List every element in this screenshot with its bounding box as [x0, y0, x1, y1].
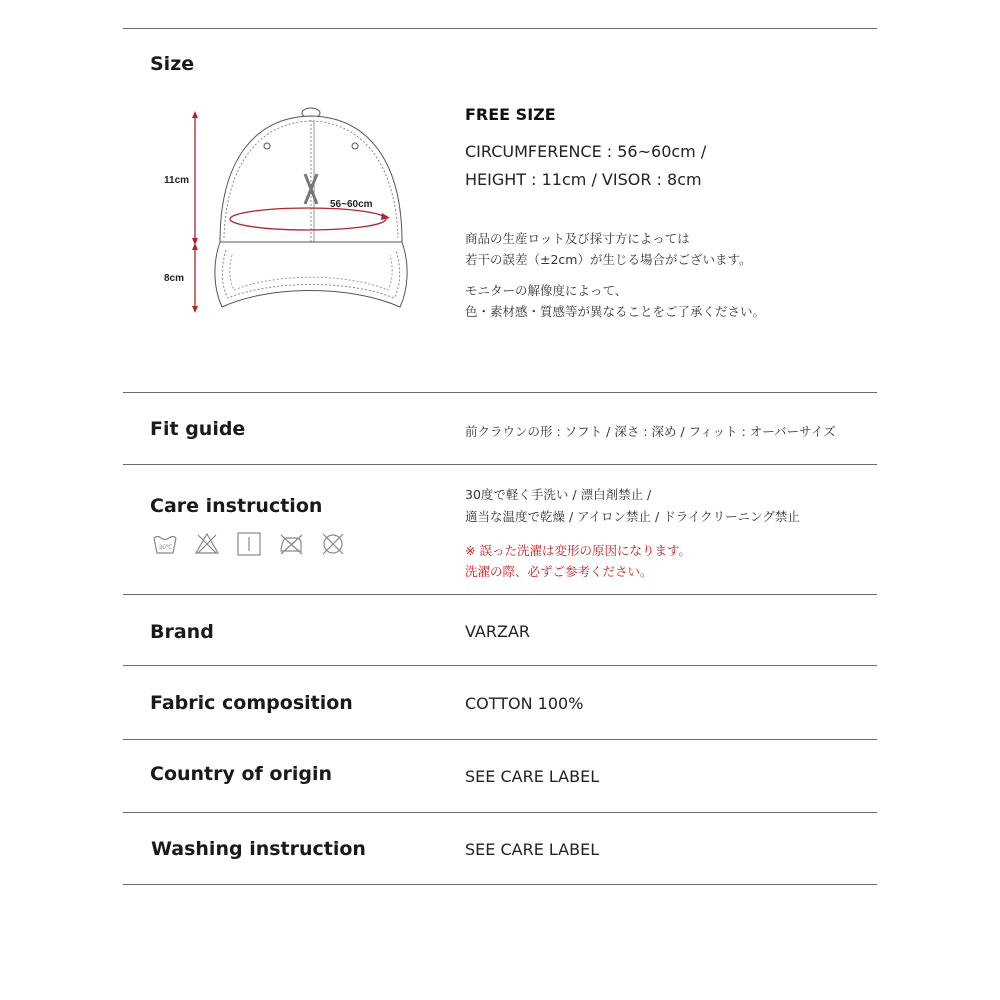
- size-note1-line2: 若干の誤差（±2cm）が生じる場合がございます。: [465, 252, 752, 267]
- visor-arrow: [192, 243, 198, 313]
- washing-value: SEE CARE LABEL: [465, 840, 600, 859]
- divider-care: [123, 594, 877, 595]
- divider-bottom: [123, 884, 877, 885]
- hand-wash-30-icon: [152, 531, 178, 557]
- divider-top: [123, 28, 877, 29]
- divider-origin: [123, 812, 877, 813]
- cap-size-diagram: [150, 100, 410, 324]
- size-spec-line2: HEIGHT : 11cm / VISOR : 8cm: [465, 170, 702, 189]
- size-heading: Size: [150, 53, 195, 75]
- care-icons: [152, 531, 346, 557]
- wash-temp-text: 30℃: [159, 545, 173, 551]
- origin-label: Country of origin: [150, 763, 333, 785]
- origin-value: SEE CARE LABEL: [465, 767, 600, 786]
- care-line1: 30度で軽く手洗い / 漂白剤禁止 /: [465, 487, 652, 502]
- fit-guide-label: Fit guide: [150, 418, 246, 440]
- brand-label: Brand: [150, 621, 214, 643]
- height-arrow: [192, 111, 198, 245]
- no-iron-icon: [278, 531, 304, 557]
- care-warning2: 洗濯の際、必ずご参考ください。: [465, 564, 653, 579]
- divider-brand: [123, 665, 877, 666]
- no-bleach-icon: [194, 531, 220, 557]
- size-note2-line2: 色・素材感・質感等が異なることをご了承ください。: [465, 304, 766, 319]
- fabric-value: COTTON 100%: [465, 694, 584, 713]
- care-label: Care instruction: [150, 495, 323, 517]
- brand-value: VARZAR: [465, 622, 531, 641]
- no-dry-clean-icon: [320, 531, 346, 557]
- divider-fit: [123, 464, 877, 465]
- dry-icon: [236, 531, 262, 557]
- care-line2: 適当な温度で乾燥 / アイロン禁止 / ドライクリーニング禁止: [465, 509, 800, 524]
- fabric-label: Fabric composition: [150, 692, 353, 714]
- washing-label: Washing instruction: [151, 838, 366, 860]
- circumference-label: 56~60cm: [330, 199, 373, 210]
- fit-guide-value: 前クラウンの形 : ソフト / 深さ : 深め / フィット : オーバーサイズ: [465, 424, 836, 439]
- divider-size: [123, 392, 877, 393]
- size-spec-line1: CIRCUMFERENCE : 56~60cm /: [465, 142, 707, 161]
- care-warning1: ※ 誤った洗濯は変形の原因になります。: [465, 543, 691, 558]
- size-note1-line1: 商品の生産ロット及び採寸方によっては: [465, 231, 690, 246]
- height-label: 11cm: [164, 175, 190, 186]
- size-note2-line1: モニターの解像度によって、: [465, 283, 628, 298]
- size-title: FREE SIZE: [465, 105, 556, 124]
- divider-fabric: [123, 739, 877, 740]
- visor-label: 8cm: [164, 273, 185, 284]
